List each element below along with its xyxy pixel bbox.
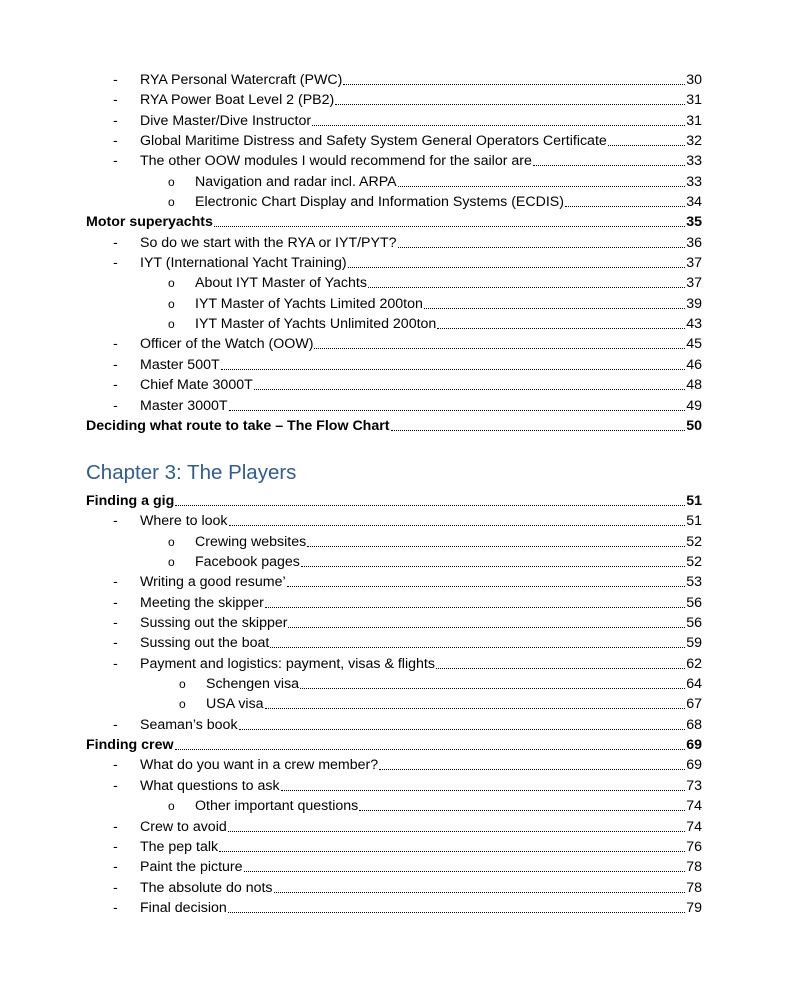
toc-page-number: 69	[686, 757, 702, 774]
toc-page-number: 52	[686, 554, 702, 571]
toc-entry-line	[140, 233, 702, 253]
toc-entry-title: Deciding what route to take – The Flow Chart	[86, 417, 390, 434]
toc-entry-line	[195, 294, 702, 314]
toc-entry-line	[140, 511, 702, 531]
toc-entry-line	[140, 715, 702, 735]
dot-leader	[254, 389, 685, 390]
dot-leader	[228, 912, 685, 913]
toc-page-number: 51	[686, 513, 702, 530]
toc-entry	[86, 776, 702, 796]
toc-entry	[86, 212, 702, 232]
toc-page-number: 37	[686, 255, 702, 272]
dot-leader	[287, 586, 686, 587]
circle-bullet-icon: o	[168, 555, 175, 570]
toc-page-number: 32	[686, 133, 702, 150]
dot-leader	[229, 525, 686, 526]
toc-entry-title: Master 500T	[140, 356, 220, 373]
toc-entry	[86, 511, 702, 531]
toc-page-number: 68	[686, 716, 702, 733]
toc-entry-title: Paint the picture	[140, 859, 243, 876]
dot-leader	[281, 790, 686, 791]
toc-page-number: 34	[686, 194, 702, 211]
toc-page-number: 78	[686, 859, 702, 876]
dash-bullet-icon: -	[113, 255, 118, 272]
toc-entry-title: Dive Master/Dive Instructor	[140, 112, 312, 129]
toc-entry	[86, 90, 702, 110]
toc-page-number: 36	[686, 234, 702, 251]
circle-bullet-icon: o	[168, 534, 175, 549]
toc-page-number: 43	[686, 316, 702, 333]
toc-entry-line	[140, 654, 702, 674]
dot-leader	[229, 410, 686, 411]
dot-leader	[312, 125, 685, 126]
dash-bullet-icon: -	[113, 655, 118, 672]
toc-entry	[86, 416, 702, 436]
toc-entry-title: The absolute do nots	[140, 879, 273, 896]
toc-page-number: 45	[686, 336, 702, 353]
toc-entry-title: IYT Master of Yachts Limited 200ton	[195, 295, 423, 312]
toc-entry-title: The pep talk	[140, 838, 219, 855]
toc-page-number: 64	[686, 676, 702, 693]
toc-entry-line	[195, 552, 702, 572]
dash-bullet-icon: -	[113, 377, 118, 394]
toc-entry-line	[140, 70, 702, 90]
toc-entry	[86, 334, 702, 354]
toc-entry	[86, 355, 702, 375]
toc-entry-line	[206, 694, 702, 714]
toc-entry-line	[140, 90, 702, 110]
dash-bullet-icon: -	[113, 234, 118, 251]
dot-leader	[398, 247, 686, 248]
toc-entry-title: Electronic Chart Display and Information Systems (ECDIS)	[195, 194, 564, 211]
toc-entry-title: Motor superyachts	[86, 214, 213, 231]
toc-entry	[86, 735, 702, 755]
dot-leader	[244, 871, 686, 872]
toc-page-number: 49	[686, 397, 702, 414]
dot-leader	[343, 84, 685, 85]
dot-leader	[424, 308, 685, 309]
toc-page-number: 37	[686, 275, 702, 292]
toc-entry-line	[140, 111, 702, 131]
dot-leader	[175, 749, 686, 750]
toc-page-number: 67	[686, 696, 702, 713]
toc-entry-title: Meeting the skipper	[140, 594, 264, 611]
dot-leader	[379, 769, 685, 770]
dot-leader	[300, 688, 685, 689]
toc-page-number: 35	[686, 214, 702, 231]
dash-bullet-icon: -	[113, 818, 118, 835]
circle-bullet-icon: o	[168, 296, 175, 311]
dot-leader	[436, 668, 685, 669]
dash-bullet-icon: -	[113, 397, 118, 414]
toc-entry	[86, 674, 702, 694]
toc-entry	[86, 273, 702, 293]
circle-bullet-icon: o	[179, 697, 186, 712]
dot-leader	[348, 267, 686, 268]
toc-entry-line	[140, 898, 702, 918]
toc-entry-line	[140, 375, 702, 395]
dash-bullet-icon: -	[113, 336, 118, 353]
toc-entry-line	[195, 532, 702, 552]
toc-entry-line	[195, 273, 702, 293]
dash-bullet-icon: -	[113, 72, 118, 88]
toc-entry	[86, 151, 702, 171]
toc-page-number: 31	[686, 112, 702, 129]
toc-entry	[86, 654, 702, 674]
dot-leader	[301, 566, 685, 567]
dot-leader	[270, 647, 685, 648]
toc-entry	[86, 694, 702, 714]
toc-entry-title: Where to look	[140, 513, 228, 530]
toc-entry-line	[195, 192, 702, 212]
dash-bullet-icon: -	[113, 153, 118, 170]
dot-leader	[608, 145, 685, 146]
toc-entry-line	[140, 878, 702, 898]
dot-leader	[565, 206, 685, 207]
toc-entry-title: What do you want in a crew member?	[140, 757, 379, 774]
toc-page-number: 39	[686, 295, 702, 312]
dash-bullet-icon: -	[113, 879, 118, 896]
toc-entry	[86, 172, 702, 192]
toc-entry-title: Crewing websites	[195, 533, 307, 550]
dot-leader	[265, 708, 686, 709]
toc-entry-title: Officer of the Watch (OOW)	[140, 336, 314, 353]
toc-entry-line	[140, 817, 702, 837]
toc-entry-line	[140, 253, 702, 273]
toc-page-number: 74	[686, 798, 702, 815]
toc-page-number: 56	[686, 615, 702, 632]
dot-leader	[335, 104, 685, 105]
toc-page-number: 50	[686, 417, 702, 434]
toc-entry-title: The other OOW modules I would recommend for the sailor are	[140, 153, 532, 170]
toc-entry-title: Other important questions	[195, 798, 359, 815]
toc-page-number: 46	[686, 356, 702, 373]
dot-leader	[307, 546, 685, 547]
toc-entry	[86, 755, 702, 775]
toc-entry	[86, 878, 702, 898]
toc-page-number: 78	[686, 879, 702, 896]
toc-entry-line	[195, 314, 702, 334]
toc-page-number: 53	[686, 574, 702, 591]
toc-entry-title: Chief Mate 3000T	[140, 377, 253, 394]
toc-entry-line	[140, 837, 702, 857]
toc-entry-line	[140, 151, 702, 171]
toc-page-number: 59	[686, 635, 702, 652]
toc-entry-line	[195, 796, 702, 816]
toc-entry-title: RYA Power Boat Level 2 (PB2)	[140, 92, 335, 109]
circle-bullet-icon: o	[179, 677, 186, 692]
toc-page-number: 79	[686, 899, 702, 916]
toc-entry-line	[86, 212, 702, 232]
dot-leader	[274, 892, 686, 893]
toc-entry-line	[140, 633, 702, 653]
circle-bullet-icon: o	[168, 195, 175, 210]
dash-bullet-icon: -	[113, 133, 118, 150]
toc-page-number: 52	[686, 533, 702, 550]
toc-entry-title: Navigation and radar incl. ARPA	[195, 173, 397, 190]
toc-entry	[86, 314, 702, 334]
toc-entry	[86, 796, 702, 816]
dash-bullet-icon: -	[113, 777, 118, 794]
toc-entry	[86, 294, 702, 314]
toc-entry-title: Global Maritime Distress and Safety System General Operators Certificate	[140, 133, 607, 150]
toc-page-number: 31	[686, 92, 702, 109]
toc-entry-title: Sussing out the skipper	[140, 615, 288, 632]
toc-entry	[86, 233, 702, 253]
toc-entry	[86, 593, 702, 613]
toc-entry-line	[140, 396, 702, 416]
toc-entry-title: Seaman’s book	[140, 716, 238, 733]
toc-page-number: 51	[686, 493, 702, 509]
dash-bullet-icon: -	[113, 112, 118, 129]
circle-bullet-icon: o	[168, 174, 175, 189]
dash-bullet-icon: -	[113, 594, 118, 611]
dot-leader	[221, 369, 686, 370]
dot-leader	[398, 186, 686, 187]
circle-bullet-icon: o	[168, 276, 175, 291]
toc-entry-title: Final decision	[140, 899, 227, 916]
toc-entry-title: Sussing out the boat	[140, 635, 270, 652]
dot-leader	[314, 348, 685, 349]
toc-entry-title: Writing a good resume’	[140, 574, 286, 591]
chapter-heading: Chapter 3: The Players	[86, 461, 297, 484]
toc-entry-title: Facebook pages	[195, 554, 300, 571]
dash-bullet-icon: -	[113, 899, 118, 916]
circle-bullet-icon: o	[168, 317, 175, 332]
toc-entry-title: Finding a gig	[86, 493, 175, 509]
toc-page-number: 76	[686, 838, 702, 855]
dash-bullet-icon: -	[113, 574, 118, 591]
toc-entry	[86, 396, 702, 416]
toc-entry-line	[86, 491, 702, 511]
toc-entry-title: Crew to avoid	[140, 818, 227, 835]
toc-entry-line	[140, 755, 702, 775]
toc-entry	[86, 192, 702, 212]
toc-entry-title: Schengen visa	[206, 676, 300, 693]
toc-entry-line	[140, 613, 702, 633]
dot-leader	[239, 729, 686, 730]
toc-section-bottom	[86, 491, 702, 918]
dash-bullet-icon: -	[113, 838, 118, 855]
toc-entry-title: What questions to ask	[140, 777, 280, 794]
dot-leader	[265, 607, 685, 608]
toc-entry	[86, 552, 702, 572]
toc-entry	[86, 898, 702, 918]
toc-entry-title: IYT (International Yacht Training)	[140, 255, 347, 272]
toc-page-number: 62	[686, 655, 702, 672]
toc-entry	[86, 532, 702, 552]
toc-page-number: 74	[686, 818, 702, 835]
toc-entry-line	[140, 593, 702, 613]
toc-entry-line	[86, 416, 702, 436]
dot-leader	[437, 328, 685, 329]
dot-leader	[533, 165, 685, 166]
toc-entry-title: Payment and logistics: payment, visas & flights	[140, 655, 435, 672]
toc-entry-line	[140, 355, 702, 375]
toc-entry-title: About IYT Master of Yachts	[195, 275, 367, 292]
toc-entry-line	[206, 674, 702, 694]
toc-entry	[86, 491, 702, 511]
toc-entry	[86, 715, 702, 735]
dot-leader	[175, 505, 685, 506]
toc-entry-title: Finding crew	[86, 737, 174, 754]
toc-entry	[86, 253, 702, 273]
dot-leader	[288, 627, 685, 628]
toc-entry	[86, 613, 702, 633]
toc-entry-line	[140, 334, 702, 354]
toc-page-number: 69	[686, 737, 702, 754]
toc-entry	[86, 857, 702, 877]
toc-entry-line	[86, 735, 702, 755]
toc-entry-line	[140, 572, 702, 592]
toc-entry	[86, 131, 702, 151]
toc-entry-title: So do we start with the RYA or IYT/PYT?	[140, 234, 397, 251]
dash-bullet-icon: -	[113, 513, 118, 530]
toc-page-number: 73	[686, 777, 702, 794]
toc-entry	[86, 111, 702, 131]
dash-bullet-icon: -	[113, 757, 118, 774]
dot-leader	[219, 851, 685, 852]
dash-bullet-icon: -	[113, 92, 118, 109]
toc-entry	[86, 375, 702, 395]
toc-entry	[86, 70, 702, 90]
dash-bullet-icon: -	[113, 615, 118, 632]
dash-bullet-icon: -	[113, 356, 118, 373]
toc-entry-title: Master 3000T	[140, 397, 228, 414]
dot-leader	[368, 287, 685, 288]
toc-entry	[86, 633, 702, 653]
toc-entry-line	[140, 776, 702, 796]
dash-bullet-icon: -	[113, 635, 118, 652]
toc-page-number: 33	[686, 173, 702, 190]
toc-page-number: 30	[686, 72, 702, 88]
dot-leader	[228, 831, 685, 832]
toc-entry-line	[140, 857, 702, 877]
dash-bullet-icon: -	[113, 859, 118, 876]
toc-entry-title: USA visa	[206, 696, 264, 713]
toc-page-number: 56	[686, 594, 702, 611]
toc-entry	[86, 572, 702, 592]
toc-entry	[86, 837, 702, 857]
dot-leader	[214, 226, 685, 227]
toc-entry-title: IYT Master of Yachts Unlimited 200ton	[195, 316, 437, 333]
toc-entry-line	[140, 131, 702, 151]
toc-entry-title: RYA Personal Watercraft (PWC)	[140, 72, 343, 88]
dot-leader	[359, 810, 685, 811]
toc-section-top	[86, 70, 702, 436]
toc-entry	[86, 817, 702, 837]
toc-page-number: 48	[686, 377, 702, 394]
toc-entry-line	[195, 172, 702, 192]
circle-bullet-icon: o	[168, 799, 175, 814]
dot-leader	[391, 430, 686, 431]
dash-bullet-icon: -	[113, 716, 118, 733]
toc-page-number: 33	[686, 153, 702, 170]
